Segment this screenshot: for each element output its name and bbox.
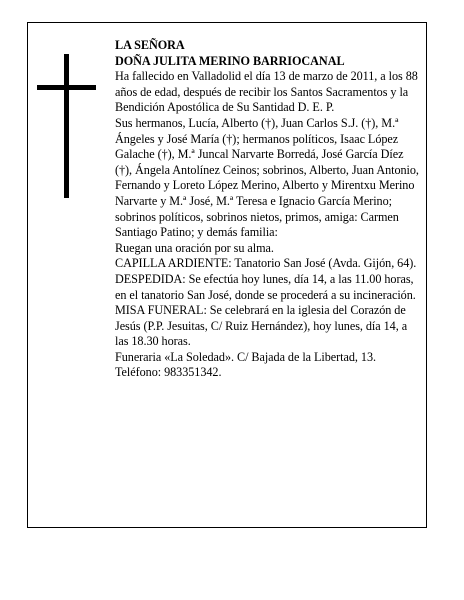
deceased-name: DOÑA JULITA MERINO BARRIOCANAL bbox=[115, 53, 345, 68]
funeral-mass-info: MISA FUNERAL: Se celebrará en la iglesia del Corazón de Jesús (P.P. Jesuitas, C/ Ruiz Hernández), hoy lunes, día 14, a las 18.30 horas. bbox=[115, 303, 408, 349]
funeral-home-info: Funeraria «La Soledad». C/ Bajada de la Libertad, 13. Teléfono: 983351342. bbox=[115, 349, 376, 380]
farewell-info: DESPEDIDA: Se efectúa hoy lunes, día 14, a las 11.00 horas, en el tanatorio San José, donde se procederá a su incineración. bbox=[115, 271, 416, 302]
cross-icon bbox=[64, 54, 69, 198]
obituary-title-line: LA SEÑORA bbox=[115, 38, 185, 52]
prayer-request: Ruegan una oración por su alma. bbox=[115, 240, 274, 255]
chapel-info: CAPILLA ARDIENTE: Tanatorio San José (Avda. Gijón, 64). bbox=[115, 256, 417, 271]
obituary-notice bbox=[115, 38, 420, 381]
death-announcement: Ha fallecido en Valladolid el día 13 de marzo de 2011, a los 88 años de edad, después de recibir los Santos Sacramentos y la Bendición Apostólica de Su Santidad D. E. P. bbox=[115, 69, 418, 115]
family-list: Sus hermanos, Lucía, Alberto (†), Juan Carlos S.J. (†), M.ª Ángeles y José María (†); hermanos políticos, Isaac López Galache (†), M.ª Juncal Narvarte Borredá, José García Díez (†), Ángela Antolínez Ceinos; sobrinos, Alberto, Juan Antonio, Fernando y Loreto López Merino, Alberto y Mirentxu Merino Narvarte y M.ª José, M.ª Teresa e Ignacio García Merino; sobrinos políticos, sobrinos nietos, primos, amiga: Carmen Santiago Patino; y demás familia: bbox=[115, 115, 419, 240]
cross-icon-crossbar bbox=[37, 85, 96, 90]
